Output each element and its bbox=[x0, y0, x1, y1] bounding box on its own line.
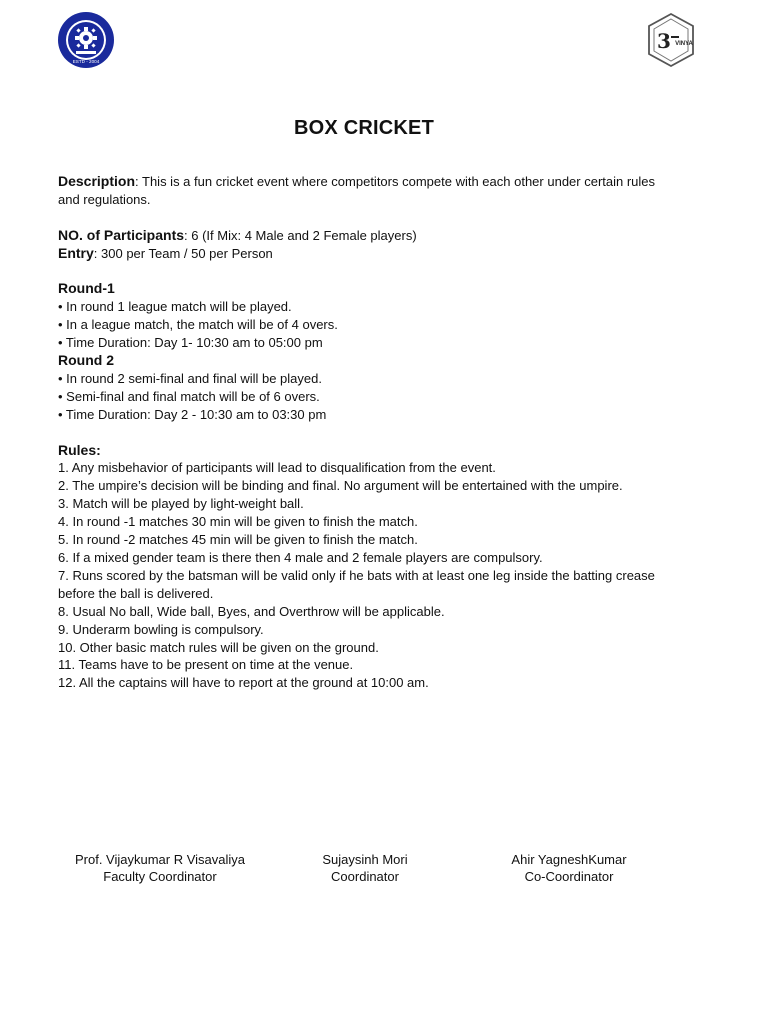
rule-item: 3. Match will be played by light-weight ball. bbox=[58, 496, 304, 512]
participants-text: : 6 (If Mix: 4 Male and 2 Female players) bbox=[184, 227, 417, 243]
signature-name: Ahir YagneshKumar bbox=[511, 852, 627, 867]
page-title: BOX CRICKET bbox=[294, 117, 434, 139]
round1-heading: Round-1 bbox=[58, 280, 115, 297]
rule-item: 2. The umpire’s decision will be binding and final. No argument will be entertained with the umpire. bbox=[58, 478, 623, 494]
round2-heading: Round 2 bbox=[58, 352, 114, 369]
rule-item: 11. Teams have to be present on time at the venue. bbox=[58, 657, 354, 673]
rule-item: 7. Runs scored by the batsman will be valid only if he bats with at least one leg inside the batting crease before the ball is delivered. bbox=[58, 567, 655, 601]
entry-line bbox=[58, 245, 680, 263]
vinya-logo bbox=[643, 12, 699, 68]
entry-label: Entry bbox=[58, 244, 94, 261]
entry-text: : 300 per Team / 50 per Person bbox=[93, 245, 273, 261]
signature-role: Coordinator bbox=[331, 869, 399, 884]
college-seal-gear-icon bbox=[57, 11, 115, 69]
rule-item: 9. Underarm bowling is compulsory. bbox=[58, 621, 264, 637]
rules-heading: Rules: bbox=[58, 441, 101, 458]
signature-role: Faculty Coordinator bbox=[103, 869, 217, 884]
estd-label: ESTD - 2004 bbox=[72, 59, 100, 64]
vinya-hexagon-logo-icon bbox=[643, 12, 699, 68]
list-item: • In round 2 semi-final and final will be played. bbox=[58, 370, 322, 386]
description-paragraph bbox=[58, 173, 680, 209]
rule-item: 5. In round -2 matches 45 min will be given to finish the match. bbox=[58, 532, 418, 548]
signature-faculty-coordinator bbox=[60, 851, 260, 885]
signature-name: Sujaysinh Mori bbox=[322, 852, 408, 867]
list-item: • Time Duration: Day 1- 10:30 am to 05:00 pm bbox=[58, 335, 323, 351]
rule-item: 6. If a mixed gender team is there then 4 male and 2 female players are compulsory. bbox=[58, 549, 543, 565]
rule-item: 1. Any misbehavior of participants will lead to disqualification from the event. bbox=[58, 460, 496, 476]
signature-name: Prof. Vijaykumar R Visavaliya bbox=[74, 852, 246, 867]
description-label: Description bbox=[58, 173, 136, 189]
participants-label: NO. of Participants bbox=[58, 226, 185, 243]
signature-co-coordinator bbox=[489, 851, 649, 885]
rule-item: 4. In round -1 matches 30 min will be given to finish the match. bbox=[58, 514, 418, 530]
document-body bbox=[58, 173, 680, 692]
rule-item: 10. Other basic match rules will be given on the ground. bbox=[58, 639, 379, 655]
description-text: : This is a fun cricket event where competitors compete with each other under certain rules and regulations. bbox=[58, 174, 656, 207]
rule-item: 12. All the captains will have to report at the ground at 10:00 am. bbox=[58, 675, 429, 691]
list-item: • In a league match, the match will be of 4 overs. bbox=[58, 317, 338, 333]
list-item: • Semi-final and final match will be of 6 overs. bbox=[58, 388, 320, 404]
signature-coordinator bbox=[295, 851, 435, 885]
rule-item: 8. Usual No ball, Wide ball, Byes, and Overthrow will be applicable. bbox=[58, 603, 445, 619]
vinya-label: VINYA bbox=[675, 41, 693, 47]
participants-line bbox=[58, 227, 680, 245]
list-item: • Time Duration: Day 2 - 10:30 am to 03:30 pm bbox=[58, 406, 327, 422]
svg-text:3: 3 bbox=[657, 29, 671, 53]
list-item: • In round 1 league match will be played. bbox=[58, 299, 292, 315]
college-seal-logo bbox=[57, 11, 115, 69]
signature-role: Co-Coordinator bbox=[524, 869, 614, 884]
